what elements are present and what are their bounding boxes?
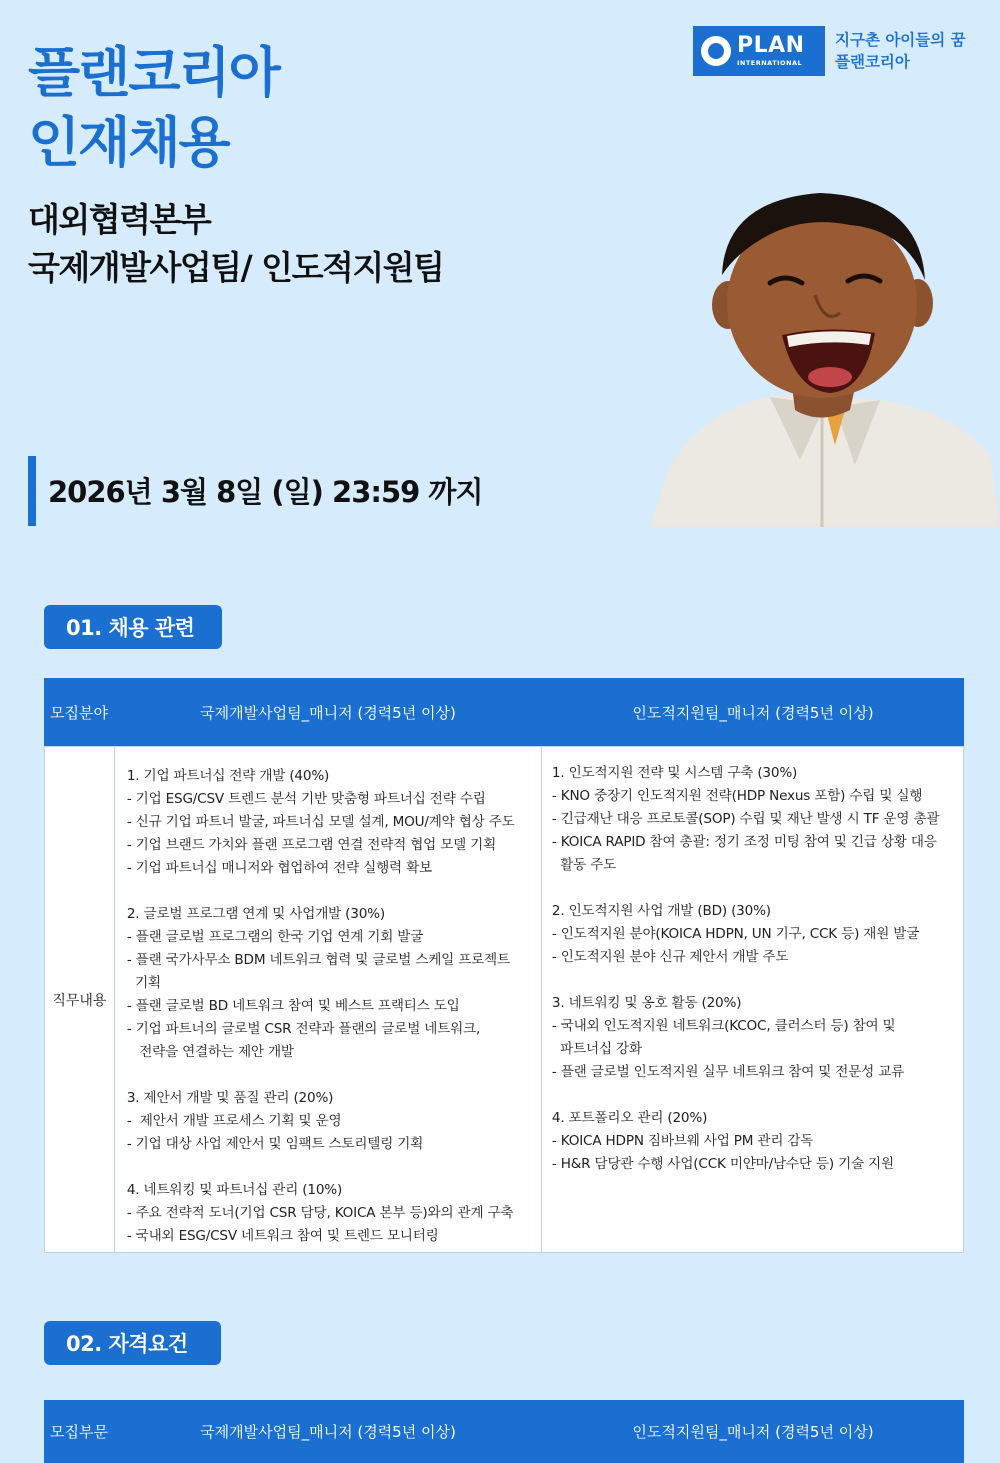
duty-line: 3. 네트워킹 및 옹호 활동 (20%): [551, 995, 742, 1011]
duty-line: - 플랜 글로벌 프로그램의 한국 기업 연계 기회 발굴: [126, 929, 424, 945]
logo-tagline-line-2: 플랜코리아: [835, 53, 910, 71]
duty-line: [127, 1064, 531, 1087]
duty-line: - 인도적지원 분야 신규 제안서 개발 주도: [551, 949, 789, 965]
duty-line: 2. 글로벌 프로그램 연계 및 사업개발 (30%): [126, 906, 386, 922]
intl-dev-duties: [115, 747, 542, 1252]
page-title: [28, 38, 279, 178]
duty-line: - 긴급재난 대응 프로토콜(SOP) 수립 및 재난 발생 시 TF 운영 총괄: [551, 811, 940, 827]
header-col-field: 모집분야: [50, 703, 108, 722]
duty-line: 전략을 연결하는 제안 개발: [126, 1044, 294, 1060]
duty-line: - 주요 전략적 도너(기업 CSR 담당, KOICA 본부 등)와의 관계 구축: [126, 1205, 514, 1221]
duty-line: - 기업 ESG/CSV 트렌드 분석 기반 맞춤형 파트너십 전략 수립: [126, 791, 486, 807]
subtitle-line-2: 국제개발사업팀/ 인도적지원팀: [28, 248, 444, 287]
header-col-field: 모집부문: [50, 1423, 108, 1441]
logo-brand: PLAN: [737, 33, 805, 59]
duty-line: - 기업 대상 사업 제안서 및 임팩트 스토리텔링 기획: [126, 1136, 424, 1152]
duty-line: [127, 880, 531, 903]
duty-line: - 인도적지원 분야(KOICA HDPN, UN 기구, CCK 등) 재원 발굴: [551, 926, 920, 942]
duty-line: - 국내외 인도적지원 네트워크(KCOC, 클러스터 등) 참여 및: [551, 1018, 896, 1034]
deadline-text: 2026년 3월 8일 (일) 23:59 까지: [48, 475, 483, 509]
qualifications-table: [44, 1400, 964, 1463]
duty-line: [127, 1156, 531, 1179]
duty-line: 1. 기업 파트너십 전략 개발 (40%): [126, 768, 330, 784]
duty-line: 기획: [126, 975, 161, 991]
duty-line: 4. 포트폴리오 관리 (20%): [551, 1110, 708, 1126]
plan-logo: [693, 26, 966, 76]
duty-line: - 신규 기업 파트너 발굴, 파트너십 모델 설계, MOU/계약 협상 주도: [126, 814, 515, 830]
duty-line: 4. 네트워킹 및 파트너십 관리 (10%): [126, 1182, 343, 1198]
deadline-accent-bar: [28, 456, 36, 526]
duty-line: 1. 인도적지원 전략 및 시스템 구축 (30%): [551, 765, 798, 781]
logo-brand-sub: INTERNATIONAL: [737, 59, 803, 68]
duty-line: 3. 제안서 개발 및 품질 관리 (20%): [126, 1090, 334, 1106]
duty-line: 2. 인도적지원 사업 개발 (BD) (30%): [551, 903, 771, 919]
subtitle-line-1: 대외협력본부: [28, 200, 211, 239]
duty-line: - H&R 담당관 수행 사업(CCK 미얀마/남수단 등) 기술 지원: [551, 1156, 894, 1172]
duty-line: [552, 1084, 953, 1107]
section-2-label: 02. 자격요건: [44, 1321, 221, 1365]
duty-line: - 플랜 국가사무소 BDM 네트워크 협력 및 글로벌 스케일 프로젝트: [126, 952, 510, 968]
table-header: [44, 1400, 964, 1463]
table-row: [44, 746, 964, 1253]
job-duties-table: [44, 678, 964, 1253]
duty-line: 활동 주도: [551, 857, 617, 873]
logo-tagline: [835, 29, 966, 73]
plan-globe-icon: [701, 36, 731, 66]
duty-line: 파트너십 강화: [551, 1041, 642, 1057]
plan-logo-mark: [693, 26, 825, 76]
duty-line: - KOICA RAPID 참여 총괄: 정기 조정 미팅 참여 및 긴급 상황 대응: [551, 834, 937, 850]
duty-line: [552, 969, 953, 992]
duty-line: - 플랜 글로벌 BD 네트워크 참여 및 베스트 프랙티스 도입: [126, 998, 460, 1014]
section-1-label: 01. 채용 관련: [44, 605, 222, 649]
duty-line: - 국내외 ESG/CSV 네트워크 참여 및 트렌드 모니터링: [126, 1228, 439, 1244]
duty-line: [552, 877, 953, 900]
title-line-1: 플랜코리아: [28, 41, 279, 104]
child-photo: [650, 185, 1000, 527]
humanitarian-duties: [542, 747, 963, 1252]
duty-line: - KOICA HDPN 짐바브웨 사업 PM 관리 감독: [551, 1133, 814, 1149]
title-line-2: 인재채용: [28, 111, 229, 174]
duty-line: - 제안서 개발 프로세스 기획 및 운영: [126, 1113, 342, 1129]
header-col-intl-dev: 국제개발사업팀_매니저 (경력5년 이상): [200, 1423, 456, 1441]
header-col-intl-dev: 국제개발사업팀_매니저 (경력5년 이상): [200, 703, 456, 722]
duty-line: - 기업 파트너십 매니저와 협업하여 전략 실행력 확보: [126, 860, 432, 876]
duty-line: - 기업 파트너의 글로벌 CSR 전략과 플랜의 글로벌 네트워크,: [126, 1021, 481, 1037]
header-col-humanitarian: 인도적지원팀_매니저 (경력5년 이상): [632, 1423, 874, 1441]
header-col-humanitarian: 인도적지원팀_매니저 (경력5년 이상): [632, 703, 874, 722]
page-subtitle: [28, 196, 443, 292]
duty-line: - 플랜 글로벌 인도적지원 실무 네트워크 참여 및 전문성 교류: [551, 1064, 905, 1080]
row-label: 직무내용: [45, 747, 115, 1252]
table-header: [44, 678, 964, 746]
duty-line: - KNO 중장기 인도적지원 전략(HDP Nexus 포함) 수립 및 실행: [551, 788, 923, 804]
duty-line: - 기업 브랜드 가치와 플랜 프로그램 연결 전략적 협업 모델 기획: [126, 837, 497, 853]
logo-tagline-line-1: 지구촌 아이들의 꿈: [835, 31, 966, 49]
